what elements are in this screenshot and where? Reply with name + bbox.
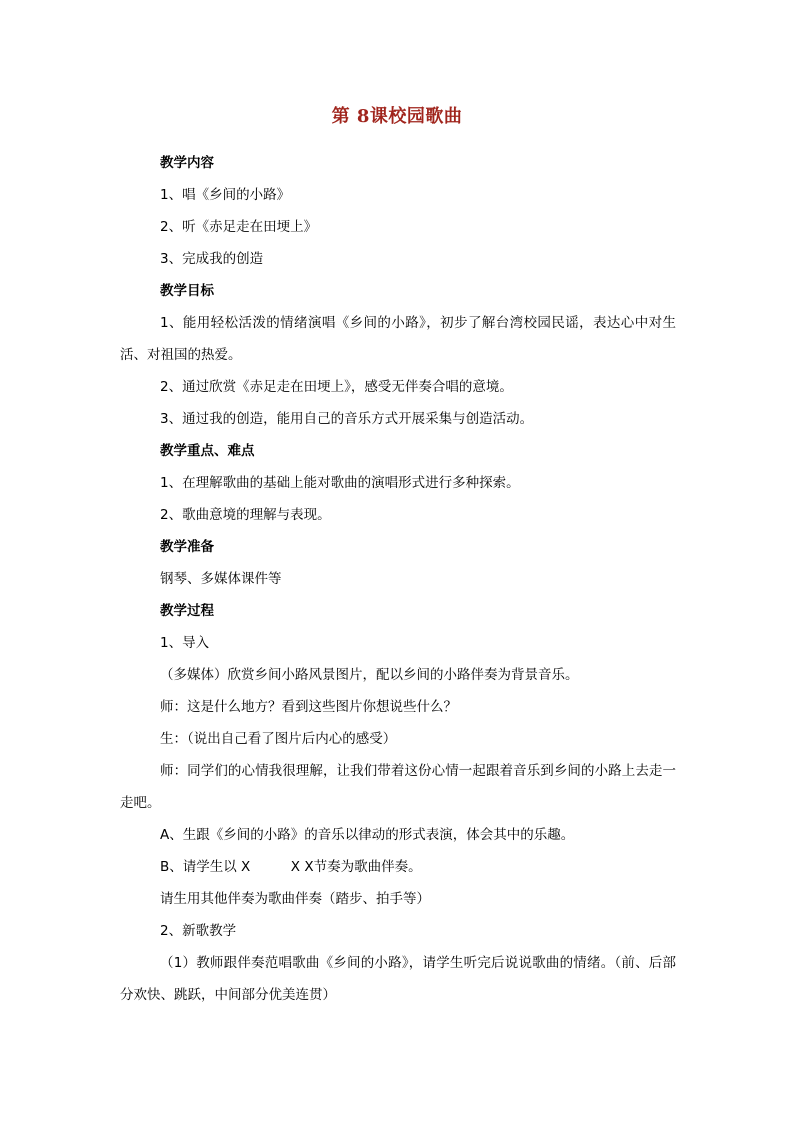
paragraph: A、生跟《乡间的小路》的音乐以律动的形式表演，体会其中的乐趣。 — [160, 827, 575, 843]
paragraph: 2、通过欣赏《赤足走在田埂上》，感受无伴奏合唱的意境。 — [160, 379, 513, 395]
paragraph: 钢琴、多媒体课件等 — [160, 571, 282, 587]
section-heading: 教学目标 — [160, 283, 214, 299]
paragraph: 2、新歌教学 — [160, 923, 237, 939]
section-heading: 教学过程 — [160, 603, 214, 619]
section-heading: 教学重点、难点 — [160, 443, 255, 459]
section-heading: 教学内容 — [160, 155, 214, 171]
paragraph: B、请学生以 X X X节奏为歌曲伴奏。 — [160, 859, 422, 875]
paragraph: （多媒体）欣赏乡间小路风景图片，配以乡间的小路伴奏为背景音乐。 — [160, 667, 579, 683]
paragraph: 3、完成我的创造 — [160, 251, 264, 267]
paragraph: （1）教师跟伴奏范唱歌曲《乡间的小路》，请学生听完后说说歌曲的情绪。（前、后部分欢快、跳跃，中间部分优美连贯） — [120, 955, 676, 1003]
paragraph: 2、听《赤足走在田埂上》 — [160, 219, 318, 235]
section-heading: 教学准备 — [160, 539, 214, 555]
paragraph: 3、通过我的创造，能用自己的音乐方式开展采集与创造活动。 — [160, 411, 534, 427]
paragraph: 师：这是什么地方？看到这些图片你想说些什么？ — [160, 699, 457, 715]
paragraph: 2、歌曲意境的理解与表现。 — [160, 507, 331, 523]
document-body — [120, 147, 676, 1011]
paragraph: 请生用其他伴奏为歌曲伴奏（踏步、拍手等） — [160, 891, 430, 907]
paragraph: 1、能用轻松活泼的情绪演唱《乡间的小路》，初步了解台湾校园民谣，表达心中对生活、对祖国的热爱。 — [120, 315, 676, 363]
paragraph: 师：同学们的心情我很理解，让我们带着这份心情一起跟着音乐到乡间的小路上去走一走吧。 — [120, 763, 676, 811]
paragraph: 1、导入 — [160, 635, 210, 651]
page-title: 第 8课校园歌曲 — [331, 106, 463, 127]
paragraph: 1、唱《乡间的小路》 — [160, 187, 291, 203]
paragraph: 生：（说出自己看了图片后内心的感受） — [160, 731, 397, 747]
paragraph: 1、在理解歌曲的基础上能对歌曲的演唱形式进行多种探索。 — [160, 475, 520, 491]
